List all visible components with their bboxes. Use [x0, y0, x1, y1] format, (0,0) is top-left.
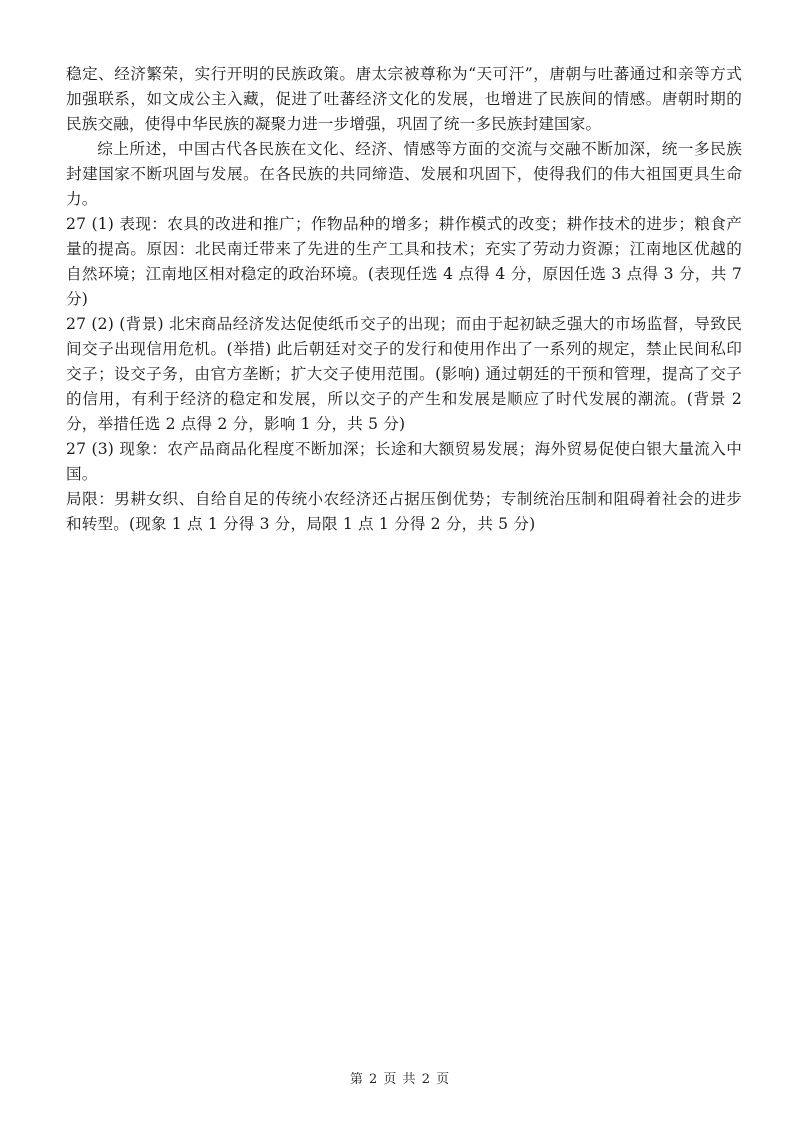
- paragraph-answer-27-1: 27 (1) 表现：农具的改进和推广；作物品种的增多；耕作模式的改变；耕作技术的进步；粮食产量的提高。原因：北民南迁带来了先进的生产工具和技术；充实了劳动力资源；江南地区优越的自然环境；江南地区相对稳定的政治环境。(表现任选 4 点得 4 分，原因任选 3 点得 3 分，共 7 分): [66, 215, 742, 308]
- paragraph-tang-policy: 稳定、经济繁荣，实行开明的民族政策。唐太宗被尊称为“天可汗”，唐朝与吐蕃通过和亲等方式加强联系，如文成公主入藏，促进了吐蕃经济文化的发展，也增进了民族间的情感。唐朝时期的民族交融，使得中华民族的凝聚力进一步增强，巩固了统一多民族封建国家。: [66, 65, 742, 133]
- paragraph-summary: 综上所述，中国古代各民族在文化、经济、情感等方面的交流与交融不断加深，统一多民族封建国家不断巩固与发展。在各民族的共同缔造、发展和巩固下，使得我们的伟大祖国更具生命力。: [66, 140, 742, 208]
- paragraph-answer-27-2: 27 (2) (背景) 北宋商品经济发达促使纸币交子的出现；而由于起初缺乏强大的市场监督，导致民间交子出现信用危机。(举措) 此后朝廷对交子的发行和使用作出了一系列的规定，禁止民间私印交子；设交子务，由官方垄断；扩大交子使用范围。(影响) 通过朝廷的干预和管理，提高了交子的信用，有利于经济的稳定和发展，所以交子的产生和发展是顺应了时代发展的潮流。(背景 2 分，举措任选 2 点得 2 分，影响 1 分，共 5 分): [66, 315, 742, 433]
- paragraph-limitations: 局限：男耕女织、自给自足的传统小农经济还占据压倒优势；专制统治压制和阻碍着社会的进步和转型。(现象 1 点 1 分得 3 分，局限 1 点 1 分得 2 分，共 5 分): [66, 490, 742, 533]
- paragraph-answer-27-3: 27 (3) 现象：农产品商品化程度不断加深；长途和大额贸易发展；海外贸易促使白银大量流入中国。: [66, 440, 742, 483]
- document-body: [66, 62, 742, 537]
- page-number-footer: 第 2 页 共 2 页: [349, 1072, 451, 1087]
